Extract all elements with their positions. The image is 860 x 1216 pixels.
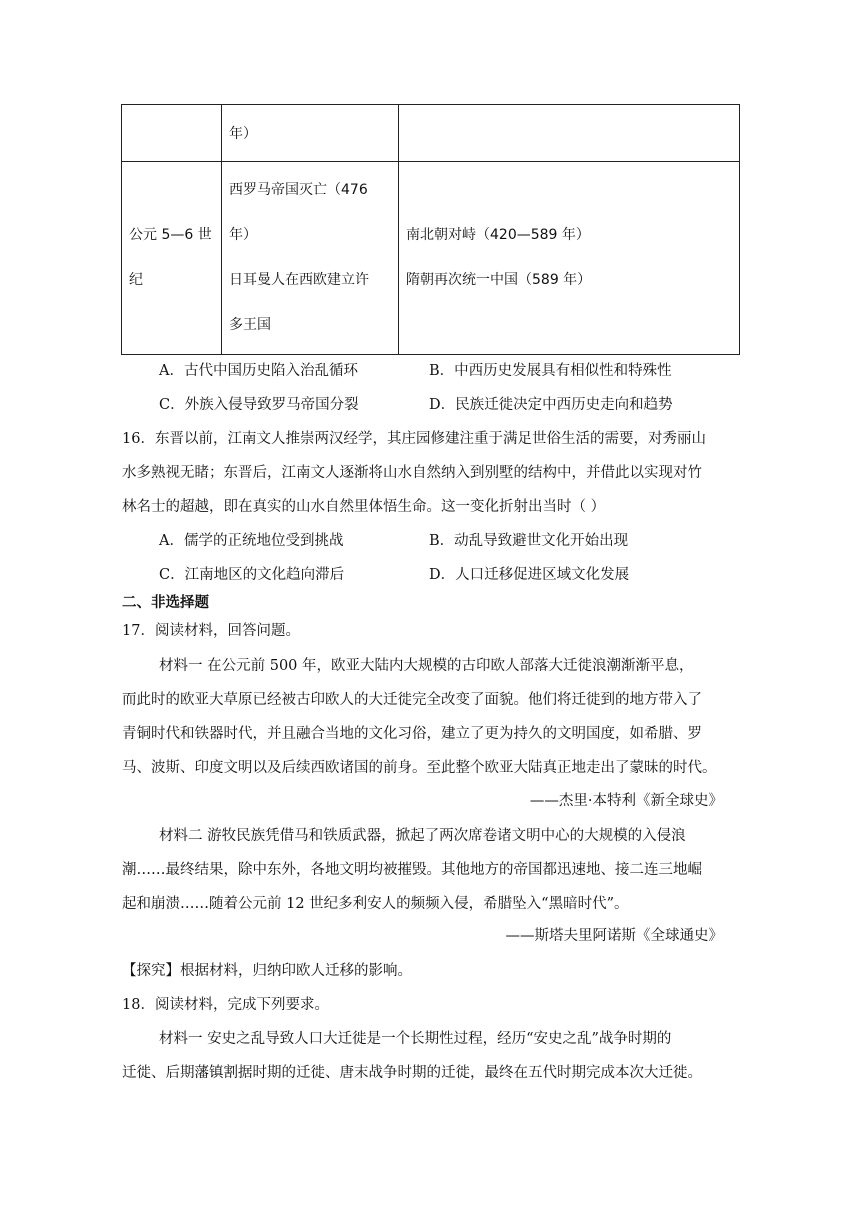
q17-material1-line: 马、波斯、印度文明以及后续西欧诸国的前身。至此整个欧亚大陆真正地走出了蒙昧的时代。 — [122, 760, 717, 776]
q15-option-a: A．古代中国历史陷入治乱循环 — [159, 363, 358, 379]
q15-option-b: B．中西历史发展具有相似性和特殊性 — [429, 363, 672, 379]
q16-option-a: A．儒学的正统地位受到挑战 — [159, 533, 344, 549]
q16-stem-line: 水多熟视无睹；东晋后，江南文人逐渐将山水自然纳入到别墅的结构中，并借此以实现对竹 — [122, 465, 702, 481]
q18-stem: 18．阅读材料，完成下列要求。 — [122, 997, 329, 1013]
cell-line: 日耳曼人在西欧建立许 — [229, 272, 369, 288]
table-cell: 年） — [222, 105, 399, 162]
q18-material1-line: 迁徙、后期藩镇割据时期的迁徙、唐末战争时期的迁徙，最终在五代时期完成本次大迁徙。 — [122, 1065, 702, 1081]
q17-task: 【探究】根据材料，归纳印欧人迁移的影响。 — [122, 963, 412, 979]
q17-material1-line: 而此时的欧亚大草原已经被古印欧人的大迁徙完全改变了面貌。他们将迁徙到的地方带入了 — [122, 692, 702, 708]
q17-material2-line: 潮……最终结果，除中东外，各地文明均被摧毁。其他地方的帝国都迅速地、接二连三地崛 — [122, 862, 702, 878]
q17-material1-line: 材料一 在公元前 500 年，欧亚大陆内大规模的古印欧人部落大迁徙浪潮渐渐平息， — [159, 658, 694, 674]
cell-line: 多王国 — [229, 317, 271, 333]
table-cell-west — [222, 162, 399, 355]
q16-option-d: D．人口迁移促进区域文化发展 — [429, 567, 630, 583]
cell-line: 纪 — [129, 272, 143, 288]
q17-stem: 17．阅读材料，回答问题。 — [122, 623, 300, 639]
history-comparison-table — [121, 104, 740, 355]
table-row — [122, 105, 740, 162]
q17-material2-source: ——斯塔夫里阿诺斯《全球通史》 — [505, 928, 723, 944]
q16-stem-line: 16．东晋以前，江南文人推崇两汉经学，其庄园修建注重于满足世俗生活的需要，对秀丽山 — [122, 431, 706, 447]
q16-stem-line: 林名士的超越，即在真实的山水自然里体悟生命。这一变化折射出当时（ ） — [122, 499, 606, 515]
table-cell — [399, 105, 740, 162]
q16-option-c: C．江南地区的文化趋向滞后 — [159, 567, 345, 583]
cell-line: 公元 5—6 世 — [129, 227, 212, 243]
cell-line: 南北朝对峙（420—589 年） — [406, 227, 590, 243]
q17-material1-source: ——杰里·本特利《新全球史》 — [529, 793, 723, 809]
cell-line: 年） — [229, 227, 257, 243]
q17-material2-line: 材料二 游牧民族凭借马和铁质武器，掀起了两次席卷诸文明中心的大规模的入侵浪 — [159, 828, 686, 844]
cell-line: 西罗马帝国灭亡（476 — [229, 182, 368, 198]
q17-material2-line: 起和崩溃……随着公元前 12 世纪多利安人的频频入侵，希腊坠入“黑暗时代”。 — [122, 896, 629, 912]
q16-option-b: B．动乱导致避世文化开始出现 — [429, 533, 629, 549]
table-cell-china — [399, 162, 740, 355]
q18-material1-line: 材料一 安史之乱导致人口大迁徙是一个长期性过程，经历“安史之乱”战争时期的 — [159, 1031, 672, 1047]
q17-material1-line: 青铜时代和铁器时代，并且融合当地的文化习俗，建立了更为持久的文明国度，如希腊、罗 — [122, 726, 702, 742]
cell-line: 隋朝再次统一中国（589 年） — [406, 272, 592, 288]
q15-option-c: C．外族入侵导致罗马帝国分裂 — [159, 397, 359, 413]
section-heading: 二、非选择题 — [122, 594, 209, 611]
table-row — [122, 162, 740, 355]
q15-option-d: D．民族迁徙决定中西历史走向和趋势 — [429, 397, 673, 413]
table-cell-period — [122, 162, 222, 355]
table-cell — [122, 105, 222, 162]
